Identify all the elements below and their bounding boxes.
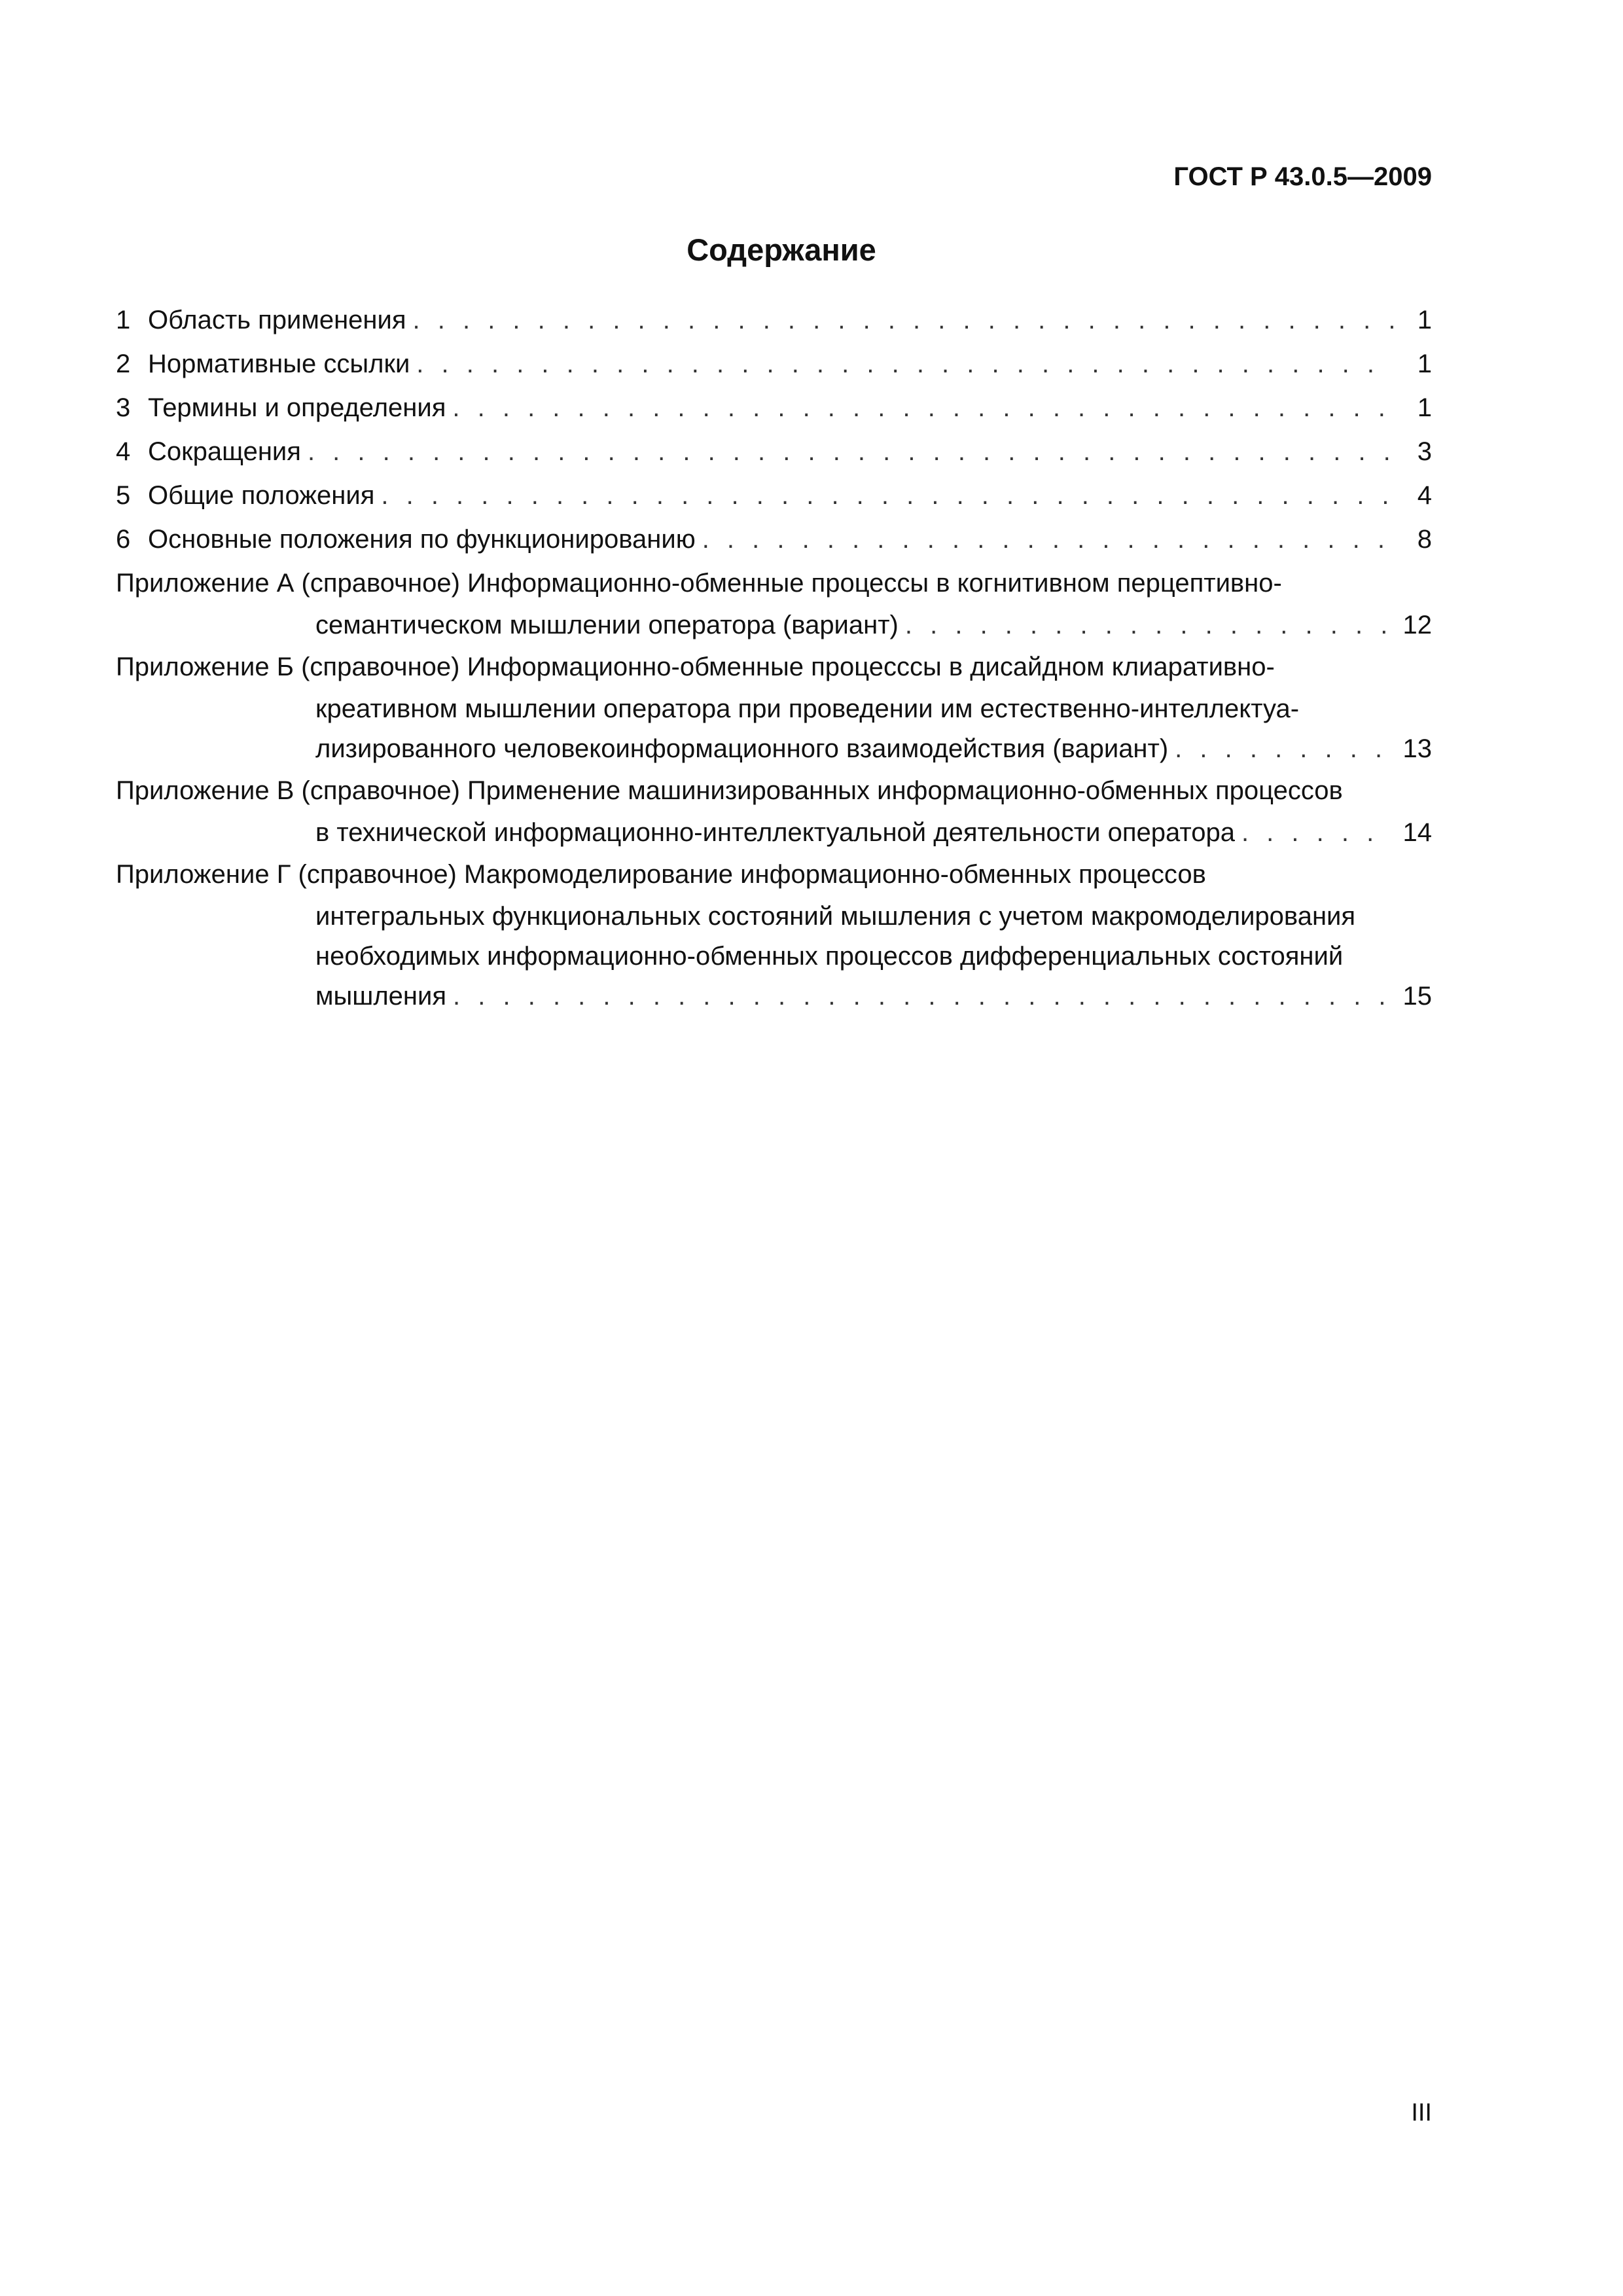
appendix-title-continuation: семантическом мышлении оператора (вариант) (315, 611, 899, 639)
toc-entry-page: 12 (1402, 611, 1432, 639)
toc-entry-page: 1 (1417, 306, 1432, 334)
toc-entry-page: 3 (1417, 437, 1432, 466)
appendix-title-continuation: интегральных функциональных состояний мышления с учетом макромоделирования (315, 902, 1356, 931)
appendix-heading-line (116, 853, 1432, 897)
appendix-heading: Приложение Г (справочное) Макромоделирование информационно-обменных процессов (116, 860, 1206, 889)
appendix-heading-line (116, 562, 1432, 605)
page-number: III (1411, 2099, 1432, 2126)
appendix-title-line (116, 605, 1432, 645)
toc-entry-page: 13 (1402, 734, 1432, 763)
appendix-heading-line (116, 769, 1432, 813)
toc-entry-appendix-a[interactable] (116, 562, 1432, 645)
toc-entry-section-4[interactable] (116, 430, 1432, 474)
toc-entry-number: 3 (116, 393, 131, 422)
toc-entry-appendix-b[interactable] (116, 645, 1432, 769)
dot-leader (446, 977, 1393, 1016)
appendix-title-line (116, 937, 1432, 977)
toc-entry-page: 1 (1417, 393, 1432, 422)
dot-leader (406, 298, 1394, 342)
toc-entry-number: 4 (116, 437, 131, 466)
table-of-contents (116, 298, 1432, 1016)
dot-leader (301, 430, 1394, 474)
toc-entry-page: 4 (1417, 481, 1432, 510)
dot-leader (374, 474, 1394, 518)
toc-entry-section-3[interactable] (116, 386, 1432, 430)
document-code: ГОСТ Р 43.0.5—2009 (1173, 162, 1432, 191)
toc-entry-number: 6 (116, 525, 131, 554)
toc-entry-number: 1 (116, 306, 131, 334)
toc-entry-appendix-v[interactable] (116, 769, 1432, 853)
toc-entry-title: Основные положения по функционированию (148, 525, 696, 554)
appendix-title-line (116, 897, 1432, 937)
toc-entry-section-2[interactable] (116, 342, 1432, 386)
toc-entry-title: Общие положения (148, 481, 375, 510)
toc-entry-title: Термины и определения (148, 393, 446, 422)
dot-leader (446, 386, 1394, 430)
toc-title: Содержание (687, 232, 876, 267)
toc-entry-title: Нормативные ссылки (148, 350, 410, 378)
appendix-title-continuation: мышления (315, 982, 447, 1011)
toc-entry-section-1[interactable] (116, 298, 1432, 342)
dot-leader (1168, 729, 1393, 769)
appendix-title-line (116, 977, 1432, 1016)
dot-leader (410, 342, 1394, 386)
toc-entry-section-6[interactable] (116, 518, 1432, 562)
appendix-heading: Приложение В (справочное) Применение машинизированных информационно-обменных процессов (116, 776, 1343, 805)
toc-entry-title: Сокращения (148, 437, 301, 466)
toc-entry-page: 14 (1402, 818, 1432, 847)
appendix-heading-line (116, 645, 1432, 689)
appendix-heading: Приложение Б (справочное) Информационно-обменные процесссы в дисайдном клиаративно- (116, 653, 1275, 681)
appendix-title-line (116, 729, 1432, 769)
appendix-title-line (116, 689, 1432, 729)
appendix-title-continuation: креативном мышлении оператора при проведении им естественно-интеллектуа- (315, 694, 1300, 723)
toc-entry-appendix-g[interactable] (116, 853, 1432, 1016)
toc-entry-page: 1 (1417, 350, 1432, 378)
toc-entry-title: Область применения (148, 306, 406, 334)
appendix-title-continuation: в технической информационно-интеллектуальной деятельности оператора (315, 818, 1235, 847)
appendix-title-continuation: лизированного человекоинформационного взаимодействия (вариант) (315, 734, 1169, 763)
toc-entry-number: 2 (116, 350, 131, 378)
dot-leader (1235, 813, 1394, 853)
toc-entry-page: 8 (1417, 525, 1432, 554)
toc-entry-number: 5 (116, 481, 131, 510)
dot-leader (899, 605, 1394, 645)
appendix-title-continuation: необходимых информационно-обменных процессов дифференциальных состояний (315, 942, 1344, 971)
toc-entry-page: 15 (1402, 982, 1432, 1011)
dot-leader (696, 518, 1394, 562)
appendix-heading: Приложение А (справочное) Информационно-обменные процессы в когнитивном перцептивно- (116, 569, 1282, 598)
toc-entry-section-5[interactable] (116, 474, 1432, 518)
appendix-title-line (116, 813, 1432, 853)
